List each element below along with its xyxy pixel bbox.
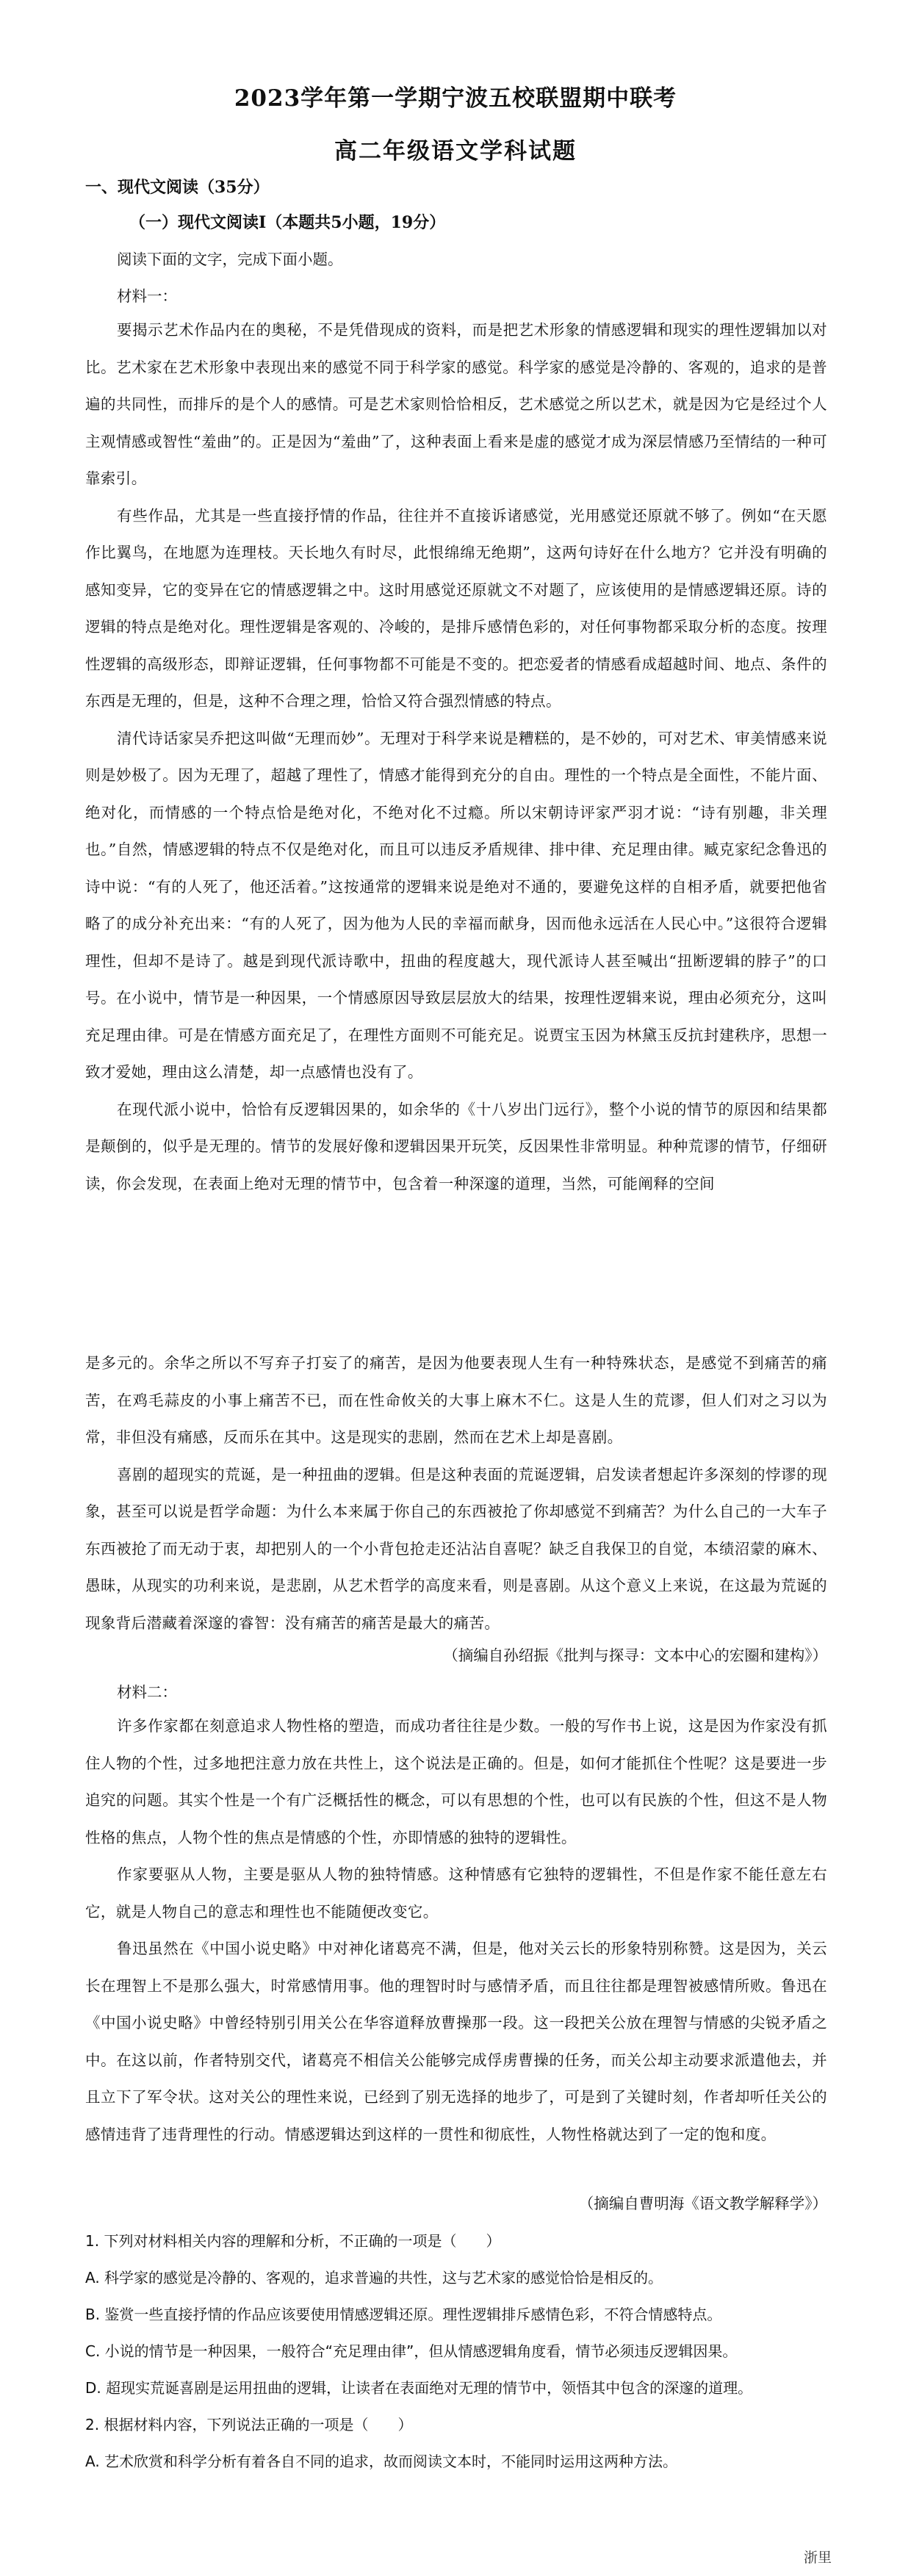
exam-title: 2023学年第一学期宁波五校联盟期中联考 — [234, 85, 677, 112]
paragraph: 有些作品，尤其是一些直接抒情的作品，往往并不直接诉诸感觉，光用感觉还原就不够了。例如“在天愿作比翼鸟，在地愿为连理枝。天长地久有时尽，此恨绵绵无绝期”，这两句诗好在什么地方？它并没有明确的感知变异，它的变异在它的情感逻辑之中。这时用感觉还原就文不对题了，应该使用的是情感逻辑还原。诗的逻辑的特点是绝对化。理性逻辑是客观的、冷峻的，是排斥感情色彩的，对任何事物都采取分析的态度。按理性逻辑的高级形态，即辩证逻辑，任何事物都不可能是不变的。把恋爱者的情感看成超越时间、地点、条件的东西是无理的，但是，这种不合理之理，恰恰又符合强烈情感的特点。 — [85, 506, 827, 710]
material2-label: 材料二： — [117, 1683, 177, 1701]
material2-citation: （摘编自曹明海《语文教学解释学》） — [578, 2195, 827, 2212]
footer-mark: 浙里 — [803, 2550, 832, 2566]
paragraph: 在现代派小说中，恰恰有反逻辑因果的，如余华的《十八岁出门远行》，整个小说的情节的原因和结果都是颠倒的，似乎是无理的。情节的发展好像和逻辑因果开玩笑，反因果性非常明显。种种荒谬的情节，仔细研读，你会发现，在表面上绝对无理的情节中，包含着一种深邃的道理，当然，可能阐释的空间 — [85, 1100, 827, 1192]
material1-text-top — [85, 312, 827, 1202]
section-heading: 一、现代文阅读（35分） — [85, 178, 270, 197]
paragraph: 要揭示艺术作品内在的奥秘，不是凭借现成的资料，而是把艺术形象的情感逻辑和现实的理性逻辑加以对比。艺术家在艺术形象中表现出来的感觉不同于科学家的感觉。科学家的感觉是冷静的、客观的，追求的是普遍的共同性，而排斥的是个人的感情。可是艺术家则恰恰相反，艺术感觉之所以艺术，就是因为它是经过个人主观情感或智性“羞曲”的。正是因为“羞曲”了，这种表面上看来是虚的感觉才成为深层情感乃至情结的一种可靠索引。 — [85, 321, 827, 487]
material2-text — [85, 1708, 827, 2153]
question-2-stem: 2. 根据材料内容，下列说法正确的一项是（ ） — [85, 2416, 413, 2433]
paragraph: 喜剧的超现实的荒诞，是一种扭曲的逻辑。但是这种表面的荒诞逻辑，启发读者想起许多深刻的悖谬的现象，甚至可以说是哲学命题：为什么本来属于你自己的东西被抢了你却感觉不到痛苦？为什么自己的一大车子东西被抢了而无动于衷，却把别人的一个小背包抢走还沾沾自喜呢？缺乏自我保卫的自觉，本绩沼蒙的麻木、愚昧，从现实的功利来说，是悲剧，从艺术哲学的高度来看，则是喜剧。从这个意义上来说，在这最为荒诞的现象背后潜藏着深邃的睿智：没有痛苦的痛苦是最大的痛苦。 — [85, 1465, 827, 1632]
paragraph-continued: 是多元的。余华之所以不写弃子打妄了的痛苦，是因为他要表现人生有一种特殊状态，是感觉不到痛苦的痛苦，在鸡毛蒜皮的小事上痛苦不已，而在性命攸关的大事上麻木不仁。这是人生的荒谬，但人们对之习以为常，非但没有痛感，反而乐在其中。这是现实的悲剧，然而在艺术上却是喜剧。 — [85, 1354, 827, 1446]
question-1-option-b: B. 鉴赏一些直接抒情的作品应该要使用情感逻辑还原。理性逻辑排斥感情色彩，不符合情感特点。 — [85, 2306, 722, 2323]
question-1-option-c: C. 小说的情节是一种因果，一般符合“充足理由律”，但从情感逻辑角度看，情节必须违反逻辑因果。 — [85, 2342, 738, 2360]
material1-label: 材料一： — [117, 287, 177, 305]
question-1-stem: 1. 下列对材料相关内容的理解和分析，不正确的一项是（ ） — [85, 2232, 501, 2250]
question-2-option-a: A. 艺术欣赏和科学分析有着各自不同的追求，故而阅读文本时，不能同时运用这两种方法。 — [85, 2453, 678, 2470]
paragraph: 许多作家都在刻意追求人物性格的塑造，而成功者往往是少数。一般的写作书上说，这是因为作家没有抓住人物的个性，过多地把注意力放在共性上，这个说法是正确的。但是，如何才能抓住个性呢？这是要进一步追究的问题。其实个性是一个有广泛概括性的概念，可以有思想的个性，也可以有民族的个性，但这不是人物性格的焦点，人物个性的焦点是情感的个性，亦即情感的独特的逻辑性。 — [85, 1717, 827, 1846]
paragraph: 鲁迅虽然在《中国小说史略》中对神化诸葛亮不满，但是，他对关云长的形象特别称赞。这是因为，关云长在理智上不是那么强大，时常感情用事。他的理智时时与感情矛盾，而且往往都是理智被感情所败。鲁迅在《中国小说史略》中曾经特别引用关公在华容道释放曹操那一段。这一段把关公放在理智与情感的尖锐矛盾之中。在这以前，作者特别交代，诸葛亮不相信关公能够完成俘虏曹操的任务，而关公却主动要求派遣他去，并且立下了军令状。这对关公的理性来说，已经到了别无选择的地步了，可是到了关键时刻，作者却听任关公的感情违背了违背理性的行动。情感逻辑达到这样的一贯性和彻底性，人物性格就达到了一定的饱和度。 — [85, 1940, 827, 2143]
material1-citation: （摘编自孙绍振《批判与探寻：文本中心的宏圈和建构》） — [443, 1647, 827, 1664]
paragraph: 清代诗话家吴乔把这叫做“无理而妙”。无理对于科学来说是糟糕的，是不妙的，可对艺术、审美情感来说则是妙极了。因为无理了，超越了理性了，情感才能得到充分的自由。理性的一个特点是全面性，不能片面、绝对化，而情感的一个特点恰是绝对化，不绝对化不过瘾。所以宋朝诗评家严羽才说：“诗有别趣，非关理也。”自然，情感逻辑的特点不仅是绝对化，而且可以违反矛盾规律、排中律、充足理由律。臧克家纪念鲁迅的诗中说：“有的人死了，他还活着。”这按通常的逻辑来说是绝对不通的，要避免这样的自相矛盾，就要把他省略了的成分补充出来：“有的人死了，因为他为人民的幸福而献身，因而他永远活在人民心中。”这很符合逻辑理性，但却不是诗了。越是到现代派诗歌中，扭曲的程度越大，现代派诗人甚至喊出“扭断逻辑的脖子”的口号。在小说中，情节是一种因果，一个情感原因导致层层放大的结果，按理性逻辑来说，理由必须充分，这叫充足理由律。可是在情感方面充足了，在理性方面则不可能充足。说贾宝玉因为林黛玉反抗封建秩序，思想一致才爱她，理由这么清楚，却一点感情也没有了。 — [85, 729, 827, 1081]
reading-instruction: 阅读下面的文字，完成下面小题。 — [117, 251, 343, 268]
question-1-option-d: D. 超现实荒诞喜剧是运用扭曲的逻辑，让读者在表面绝对无理的情节中，领悟其中包含的深邃的道理。 — [85, 2379, 753, 2397]
question-1-option-a: A. 科学家的感觉是冷静的、客观的，追求普遍的共性，这与艺术家的感觉恰恰是相反的。 — [85, 2269, 663, 2287]
paragraph: 作家要驱从人物，主要是驱从人物的独特情感。这种情感有它独特的逻辑性，不但是作家不能任意左右它，就是人物自己的意志和理性也不能随便改变它。 — [85, 1866, 827, 1921]
exam-subtitle: 高二年级语文学科试题 — [334, 138, 577, 165]
material1-text-bottom — [85, 1345, 827, 1641]
subsection-heading: （一）现代文阅读Ⅰ（本题共5小题，19分） — [129, 213, 446, 232]
